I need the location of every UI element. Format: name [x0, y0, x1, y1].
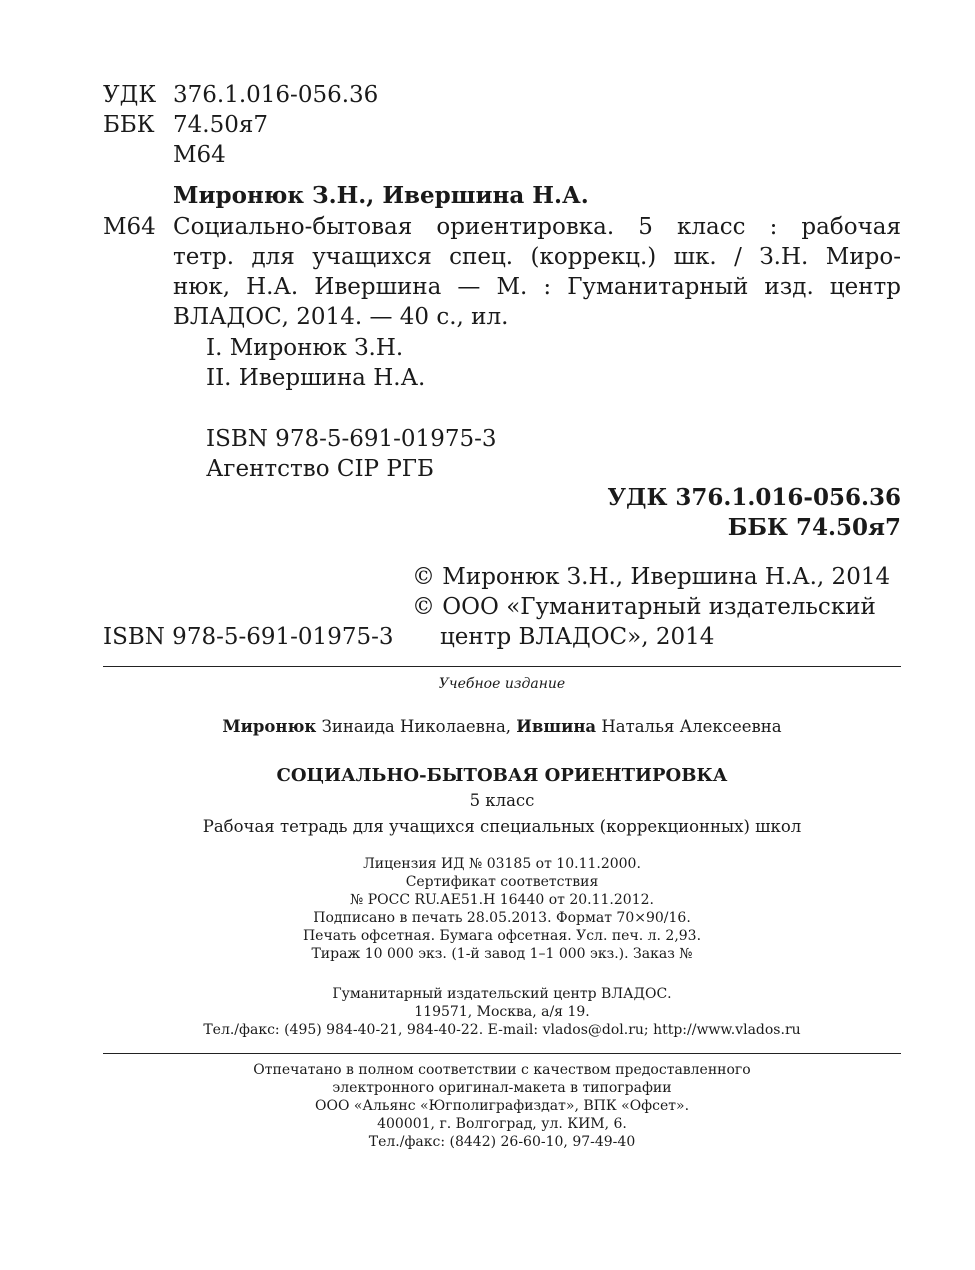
bbk-right: ББК 74.50я7 — [727, 514, 901, 541]
printer-line: Тел./факс: (8442) 26-60-10, 97-49-40 — [368, 1134, 636, 1150]
license-line: Лицензия ИД № 03185 от 10.11.2000. — [363, 856, 641, 872]
divider — [103, 666, 901, 667]
authors-full — [103, 716, 901, 738]
author-2-surname: Ившина — [516, 717, 597, 736]
license-line: Печать офсетная. Бумага офсетная. Усл. печ. л. 2,93. — [302, 928, 702, 944]
license-line: Тираж 10 000 экз. (1-й завод 1–1 000 экз.). Заказ № — [311, 946, 693, 962]
index-entry-1: I. Миронюк З.Н. — [206, 335, 404, 361]
udk-label: УДК — [103, 82, 157, 108]
bibliographic-line: тетр. для учащихся спец. (коррекц.) шк. / З.Н. Миро- — [173, 244, 901, 270]
copyright-line-3: центр ВЛАДОС», 2014 — [440, 624, 715, 650]
license-line: Сертификат соответствия — [405, 874, 599, 890]
isbn-footer: ISBN 978-5-691-01975-3 — [103, 624, 394, 650]
publisher-line: Гуманитарный издательский центр ВЛАДОС. — [332, 986, 672, 1002]
bibliographic-line: Социально-бытовая ориентировка. 5 класс : рабочая — [173, 214, 901, 240]
book-title: СОЦИАЛЬНО-БЫТОВАЯ ОРИЕНТИРОВКА — [276, 765, 728, 786]
author-2-rest: Наталья Алексеевна — [596, 717, 782, 736]
grade: 5 класс — [469, 791, 535, 810]
publisher-line: 119571, Москва, а/я 19. — [414, 1004, 590, 1020]
bibliographic-mark: М64 — [103, 214, 156, 240]
printer-line: ООО «Альянс «Югполиграфиздат», ВПК «Офсет». — [314, 1098, 690, 1114]
udk-right: УДК 376.1.016-056.36 — [607, 484, 901, 511]
cip-agency: Агентство CIP РГБ — [206, 456, 434, 482]
edition-type: Учебное издание — [438, 676, 566, 692]
subtitle: Рабочая тетрадь для учащихся специальных (коррекционных) школ — [202, 817, 802, 836]
authors-heading: Миронюк З.Н., Ивершина Н.А. — [173, 182, 589, 209]
divider — [103, 1053, 901, 1054]
copyright-line-2: © ООО «Гуманитарный издательский — [412, 594, 876, 620]
publisher-contacts: Тел./факс: (495) 984-40-21, 984-40-22. E-mail: vlados@dol.ru; http://www.vlados.ru — [203, 1022, 801, 1038]
index-entry-2: II. Ивершина Н.А. — [206, 365, 426, 391]
author-1-surname: Миронюк — [222, 717, 317, 736]
license-line: Подписано в печать 28.05.2013. Формат 70×90/16. — [313, 910, 691, 926]
author-1-rest: Зинаида Николаевна, — [316, 717, 517, 736]
printer-line: Отпечатано в полном соответствии с качеством предоставленного — [253, 1062, 751, 1078]
printer-line: 400001, г. Волгоград, ул. КИМ, 6. — [377, 1116, 627, 1132]
bbk-label: ББК — [103, 112, 155, 138]
isbn-record: ISBN 978-5-691-01975-3 — [206, 426, 497, 452]
bibliographic-line: ВЛАДОС, 2014. — 40 с., ил. — [173, 304, 509, 330]
author-mark: М64 — [173, 142, 226, 168]
printer-line: электронного оригинал-макета в типографии — [332, 1080, 672, 1096]
bbk-value: 74.50я7 — [173, 112, 268, 138]
copyright-line-1: © Миронюк З.Н., Ивершина Н.А., 2014 — [412, 564, 891, 590]
bibliographic-line: нюк, Н.А. Ивершина — М. : Гуманитарный изд. центр — [173, 274, 901, 300]
license-line: № РОСС RU.АЕ51.Н 16440 от 20.11.2012. — [350, 892, 654, 908]
udk-value: 376.1.016-056.36 — [173, 82, 379, 108]
